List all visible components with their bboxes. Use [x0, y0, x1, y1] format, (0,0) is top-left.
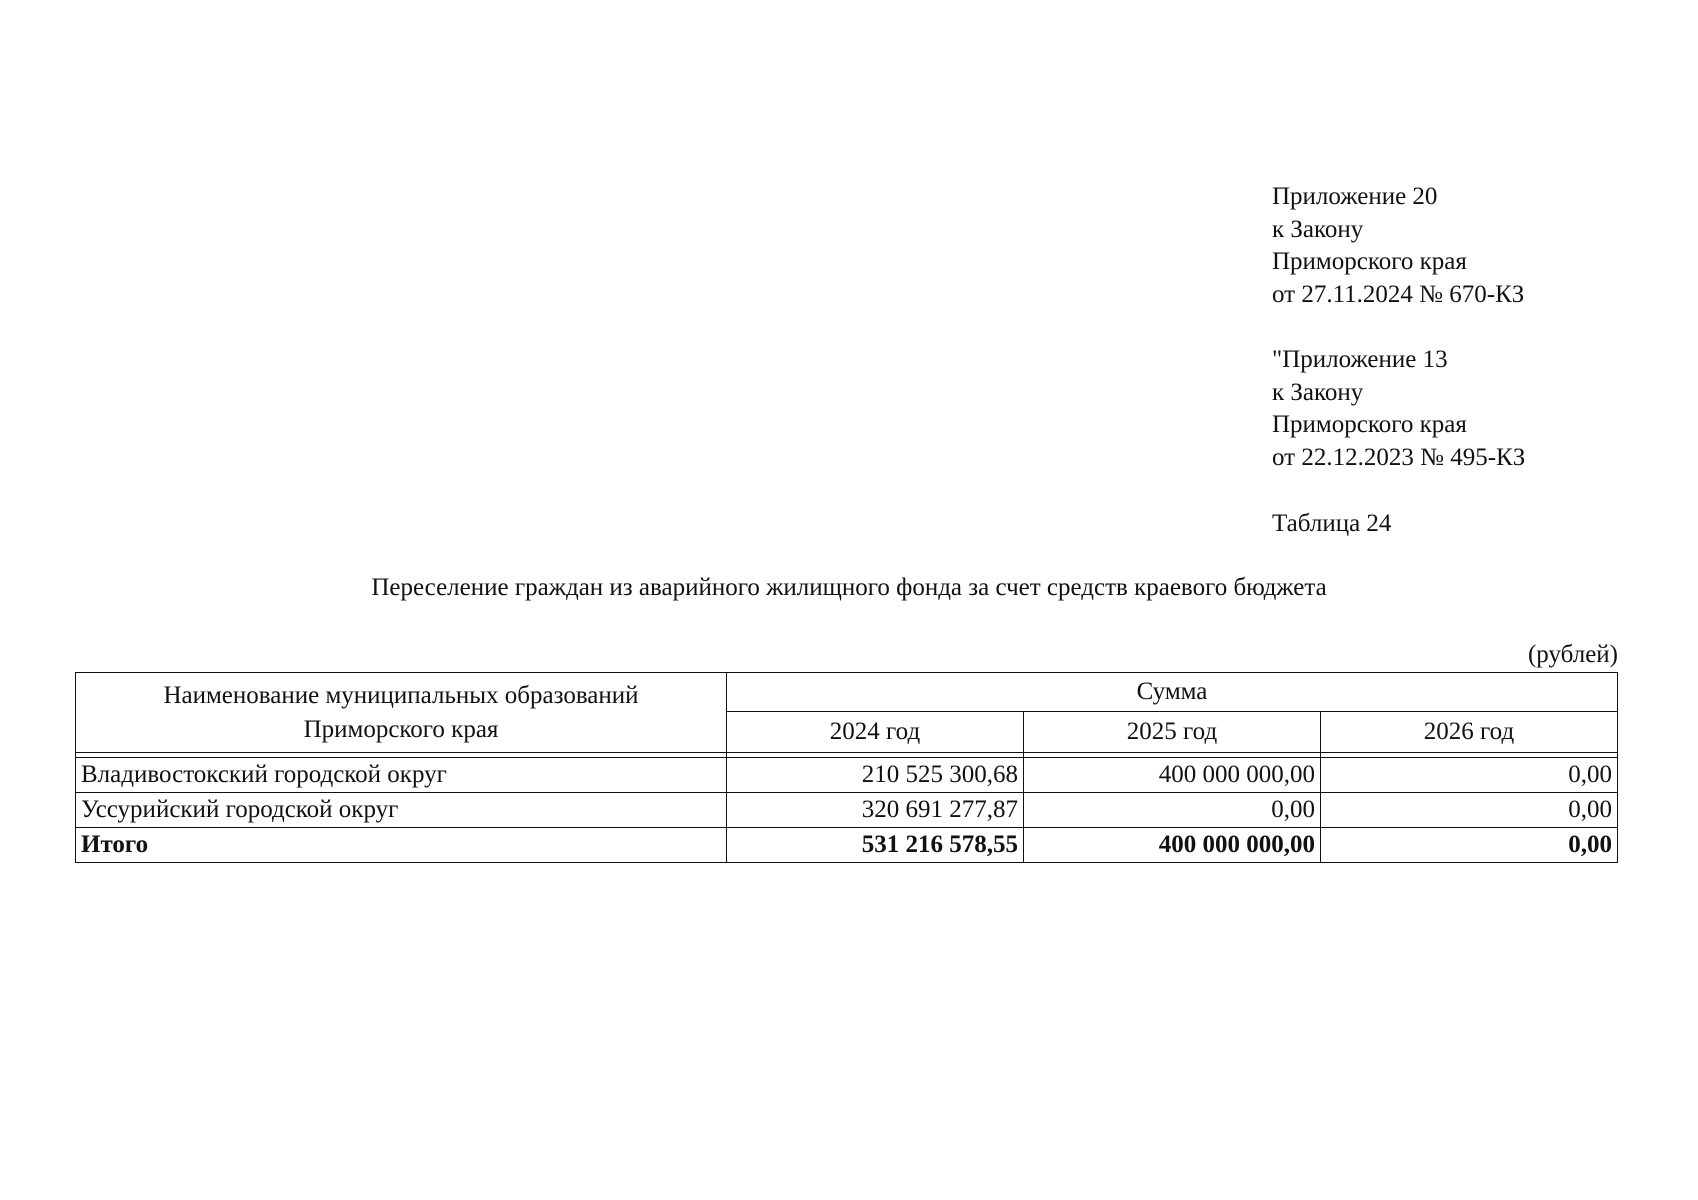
table-total-row [76, 828, 1618, 863]
unit-note: (рублей) [1527, 641, 1618, 668]
annex-region: Приморского края [1272, 411, 1467, 438]
header-year-2026: 2026 год [1321, 712, 1618, 753]
total-2024: 531 216 578,55 [727, 828, 1024, 863]
header-sum-cell: Сумма [727, 673, 1618, 712]
annex-header-current [1272, 181, 1524, 311]
total-2025: 400 000 000,00 [1024, 828, 1321, 863]
table-row [76, 793, 1618, 828]
annex-date-number: от 22.12.2023 № 495-КЗ [1272, 443, 1526, 471]
annex-header-previous [1272, 344, 1525, 474]
table-row [76, 758, 1618, 793]
document-title: Переселение граждан из аварийного жилищного фонда за счет средств краевого бюджета [371, 574, 1327, 601]
header-name-cell [76, 673, 727, 753]
municipality-name: Уссурийский городской округ [76, 793, 727, 828]
budget-table [75, 672, 1618, 863]
total-2026: 0,00 [1321, 828, 1618, 863]
header-year-2024: 2024 год [727, 712, 1024, 753]
table-number: Таблица 24 [1272, 510, 1392, 537]
annex-law-ref: к Закону [1272, 378, 1364, 406]
amount-2024: 320 691 277,87 [727, 793, 1024, 828]
header-name-line1: Наименование муниципальных образований [163, 681, 639, 709]
amount-2024: 210 525 300,68 [727, 758, 1024, 793]
amount-2026: 0,00 [1321, 793, 1618, 828]
header-year-2025: 2025 год [1024, 712, 1321, 753]
amount-2026: 0,00 [1321, 758, 1618, 793]
annex-date-number: от 27.11.2024 № 670-КЗ [1272, 280, 1525, 308]
table-header-row [76, 673, 1618, 712]
total-label: Итого [76, 828, 727, 863]
header-name-line2: Приморского края [303, 715, 499, 743]
amount-2025: 0,00 [1024, 793, 1321, 828]
annex-title: Приложение 20 [1272, 183, 1438, 210]
annex-region: Приморского края [1272, 248, 1467, 275]
annex-law-ref: к Закону [1272, 215, 1364, 243]
amount-2025: 400 000 000,00 [1024, 758, 1321, 793]
annex-title: "Приложение 13 [1272, 346, 1448, 373]
municipality-name: Владивостокский городской округ [76, 758, 727, 793]
